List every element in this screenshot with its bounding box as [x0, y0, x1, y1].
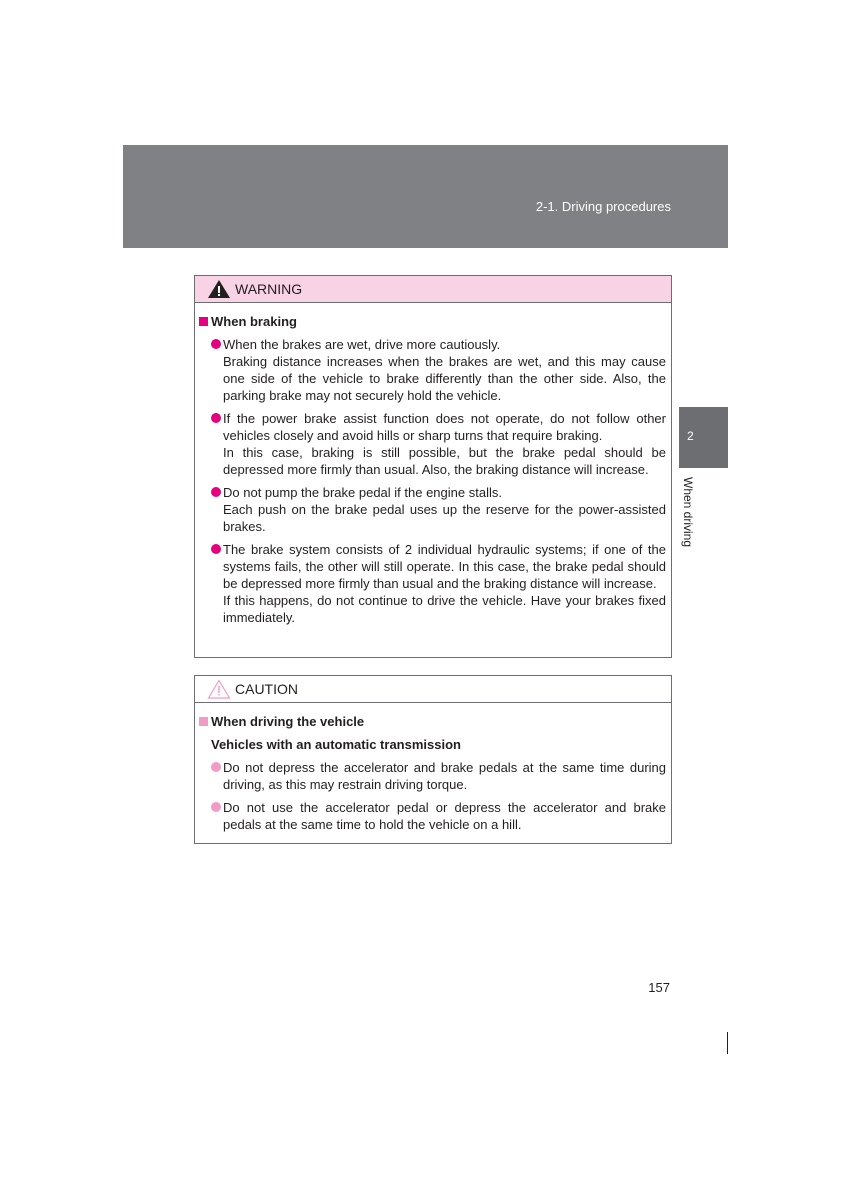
bullet-icon	[211, 413, 221, 423]
warning-section-title	[199, 313, 667, 330]
square-bullet-icon	[199, 317, 208, 326]
warning-icon	[207, 279, 231, 299]
list-item	[211, 799, 667, 833]
section-title-text: When driving the vehicle	[211, 714, 365, 729]
page-number: 157	[648, 980, 670, 995]
item-line: The brake system consists of 2 individual hydraulic systems; if one of the systems fails, the other will still operate. In this case, the brake pedal should be depressed more firmly than usual and the braking distance will increase.	[223, 542, 666, 591]
caution-subtitle: Vehicles with an automatic transmission	[211, 737, 461, 752]
chapter-number: 2	[687, 429, 694, 443]
bullet-icon	[211, 487, 221, 497]
caution-heading: CAUTION	[235, 681, 298, 697]
list-item	[211, 541, 667, 626]
crop-mark-bottom	[727, 1032, 728, 1054]
caution-section-title	[199, 713, 667, 730]
bullet-icon	[211, 544, 221, 554]
chapter-tab	[679, 407, 728, 468]
list-item	[211, 410, 667, 478]
item-line: If the power brake assist function does not operate, do not follow other vehicles closely and avoid hills or sharp turns that require braking.	[223, 411, 666, 443]
list-item	[211, 336, 667, 404]
header-band	[123, 145, 728, 248]
item-line: Do not pump the brake pedal if the engine stalls.	[223, 485, 502, 500]
bullet-icon	[211, 762, 221, 772]
bullet-icon	[211, 802, 221, 812]
caution-box	[194, 675, 672, 844]
item-line: In this case, braking is still possible, but the brake pedal should be depressed more firmly than usual. Also, the braking distance will increase.	[223, 445, 666, 477]
section-heading: 2-1. Driving procedures	[535, 199, 671, 214]
chapter-label: When driving	[681, 477, 695, 548]
bullet-icon	[211, 339, 221, 349]
warning-box	[194, 275, 672, 658]
caution-header	[195, 676, 671, 703]
list-item	[211, 759, 667, 793]
item-line: When the brakes are wet, drive more cautiously.	[223, 337, 501, 352]
crop-mark-top	[727, 145, 728, 165]
item-line: Braking distance increases when the brakes are wet, and this may cause one side of the vehicle to brake differently than the other side. Also, the parking brake may not securely hold the vehicle.	[223, 354, 666, 403]
caution-icon	[207, 679, 231, 699]
square-bullet-icon	[199, 717, 208, 726]
list-item	[211, 484, 667, 535]
warning-header	[195, 276, 671, 303]
item-line: If this happens, do not continue to drive the vehicle. Have your brakes fixed immediately.	[223, 593, 666, 625]
warning-heading: WARNING	[235, 281, 303, 297]
item-line: Each push on the brake pedal uses up the reserve for the power-assisted brakes.	[223, 502, 666, 534]
section-title-text: When braking	[211, 314, 297, 329]
item-text: Do not use the accelerator pedal or depress the accelerator and brake pedals at the same time to hold the vehicle on a hill.	[223, 800, 666, 832]
item-text: Do not depress the accelerator and brake pedals at the same time during driving, as this may restrain driving torque.	[223, 760, 666, 792]
